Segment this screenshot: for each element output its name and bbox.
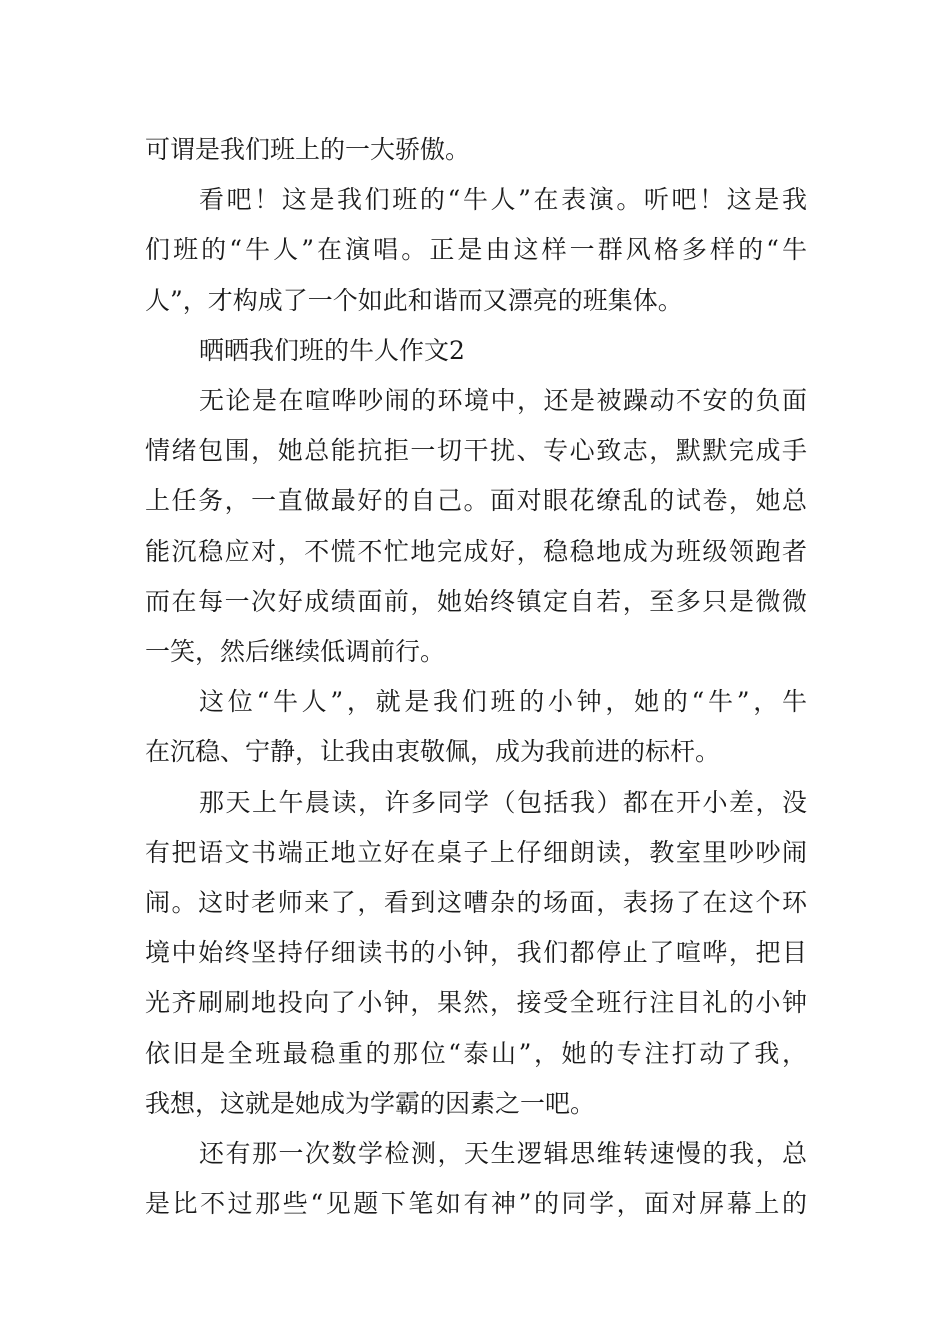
text-line: 看吧！这是我们班的“牛人”在表演。听吧！这是我 — [199, 185, 807, 215]
text-line: 依旧是全班最稳重的那位“泰山”，她的专注打动了我， — [145, 1038, 807, 1068]
text-line: 光齐刷刷地投向了小钟，果然，接受全班行注目礼的小钟 — [145, 988, 807, 1018]
text-line: 们班的“牛人”在演唱。正是由这样一群风格多样的“牛 — [145, 235, 807, 265]
text-line: 上任务，一直做最好的自己。面对眼花缭乱的试卷，她总 — [145, 486, 807, 516]
text-line: 那天上午晨读，许多同学（包括我）都在开小差，没 — [199, 787, 807, 817]
text-line: 是比不过那些“见题下笔如有神”的同学，面对屏幕上的 — [145, 1189, 807, 1219]
text-line: 有把语文书端正地立好在桌子上仔细朗读，教室里吵吵闹 — [145, 837, 807, 867]
text-line: 可谓是我们班上的一大骄傲。 — [145, 135, 471, 164]
text-line: 能沉稳应对，不慌不忙地完成好，稳稳地成为班级领跑者 — [145, 536, 807, 566]
text-line: 人”，才构成了一个如此和谐而又漂亮的班集体。 — [145, 285, 683, 315]
text-line: 闹。这时老师来了，看到这嘈杂的场面，表扬了在这个环 — [145, 888, 807, 917]
text-line: 我想，这就是她成为学霸的因素之一吧。 — [145, 1088, 596, 1118]
text-line: 境中始终坚持仔细读书的小钟，我们都停止了喧哗，把目 — [145, 938, 807, 968]
text-line: 在沉稳、宁静，让我由衷敬佩，成为我前进的标杆。 — [145, 737, 721, 767]
text-line: 情绪包围，她总能抗拒一切干扰、专心致志，默默完成手 — [145, 436, 807, 466]
text-line: 这位“牛人”，就是我们班的小钟，她的“牛”，牛 — [199, 687, 807, 717]
text-line: 无论是在喧哗吵闹的环境中，还是被躁动不安的负面 — [199, 386, 807, 415]
text-line: 还有那一次数学检测，天生逻辑思维转速慢的我，总 — [199, 1139, 807, 1168]
text-line: 一笑，然后继续低调前行。 — [145, 637, 446, 666]
section-heading: 晒晒我们班的牛人作文2 — [199, 335, 465, 365]
text-line: 而在每一次好成绩面前，她始终镇定自若，至多只是微微 — [145, 586, 807, 616]
